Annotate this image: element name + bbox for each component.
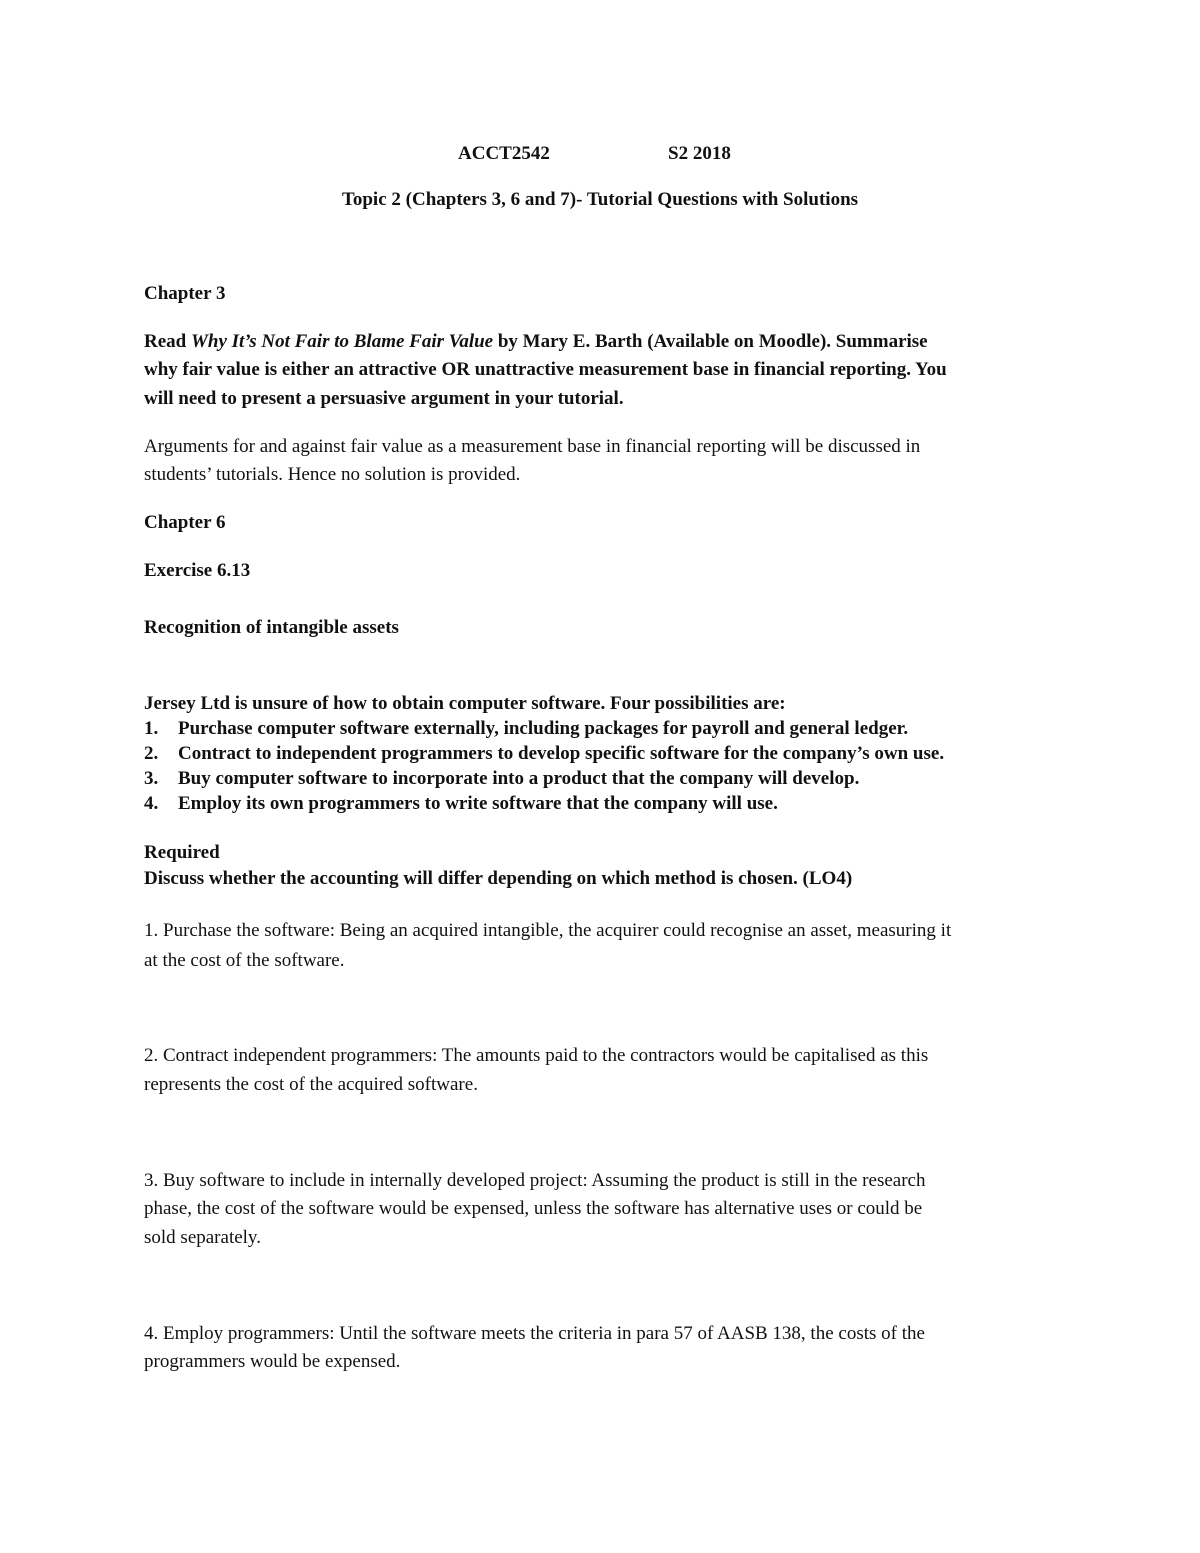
option-item (144, 766, 859, 792)
option-number: 4. (144, 793, 159, 814)
exercise-intro: Jersey Ltd is unsure of how to obtain computer software. Four possibilities are: (144, 693, 786, 714)
question-prefix: Read (144, 331, 191, 352)
chapter-3-answer-line-2: students’ tutorials. Hence no solution is provided. (144, 464, 521, 485)
answer-1-line-2: at the cost of the software. (144, 950, 345, 971)
required-text: Discuss whether the accounting will differ depending on which method is chosen. (LO4) (144, 868, 853, 889)
exercise-heading: Exercise 6.13 (144, 560, 251, 581)
option-number: 2. (144, 743, 159, 764)
option-text: Buy computer software to incorporate into a product that the company will develop. (178, 768, 860, 789)
chapter-3-question-line-2: why fair value is either an attractive OR unattractive measurement base in financial reporting. You (144, 359, 947, 380)
option-text: Purchase computer software externally, including packages for payroll and general ledger. (178, 718, 909, 739)
exercise-subheading: Recognition of intangible assets (144, 617, 399, 638)
chapter-6-heading: Chapter 6 (144, 512, 226, 533)
option-item (144, 716, 908, 742)
answer-3-line-2: phase, the cost of the software would be expensed, unless the software has alternative uses or could be (144, 1198, 923, 1219)
answer-4-line-2: programmers would be expensed. (144, 1351, 401, 1372)
answer-3-line-1: 3. Buy software to include in internally developed project: Assuming the product is still in the research (144, 1170, 926, 1191)
option-text: Contract to independent programmers to develop specific software for the company’s own use. (178, 743, 945, 764)
chapter-3-answer-line-1: Arguments for and against fair value as a measurement base in financial reporting will be discussed in (144, 436, 921, 457)
option-text: Employ its own programmers to write software that the company will use. (178, 793, 778, 814)
chapter-3-heading: Chapter 3 (144, 283, 226, 304)
chapter-3-question-line-3: will need to present a persuasive argument in your tutorial. (144, 388, 624, 409)
answer-1-line-1: 1. Purchase the software: Being an acquired intangible, the acquirer could recognise an asset, measuring it (144, 920, 952, 941)
course-code: ACCT2542 (458, 143, 550, 164)
answer-2-line-2: represents the cost of the acquired software. (144, 1074, 478, 1095)
option-number: 3. (144, 768, 159, 789)
question-line-1-rest: by Mary E. Barth (Available on Moodle). Summarise (493, 331, 928, 352)
article-title: Why It’s Not Fair to Blame Fair Value (190, 331, 494, 352)
option-number: 1. (144, 718, 159, 739)
required-label: Required (144, 842, 220, 863)
option-item (144, 791, 778, 817)
option-item (144, 741, 944, 767)
answer-3-line-3: sold separately. (144, 1227, 261, 1248)
chapter-3-question-line-1 (144, 329, 928, 355)
answer-4-line-1: 4. Employ programmers: Until the software meets the criteria in para 57 of AASB 138, the costs of the (144, 1323, 925, 1344)
semester: S2 2018 (668, 143, 731, 164)
document-title: Topic 2 (Chapters 3, 6 and 7)- Tutorial Questions with Solutions (341, 189, 859, 210)
answer-2-line-1: 2. Contract independent programmers: The amounts paid to the contractors would be capitalised as this (144, 1045, 929, 1066)
